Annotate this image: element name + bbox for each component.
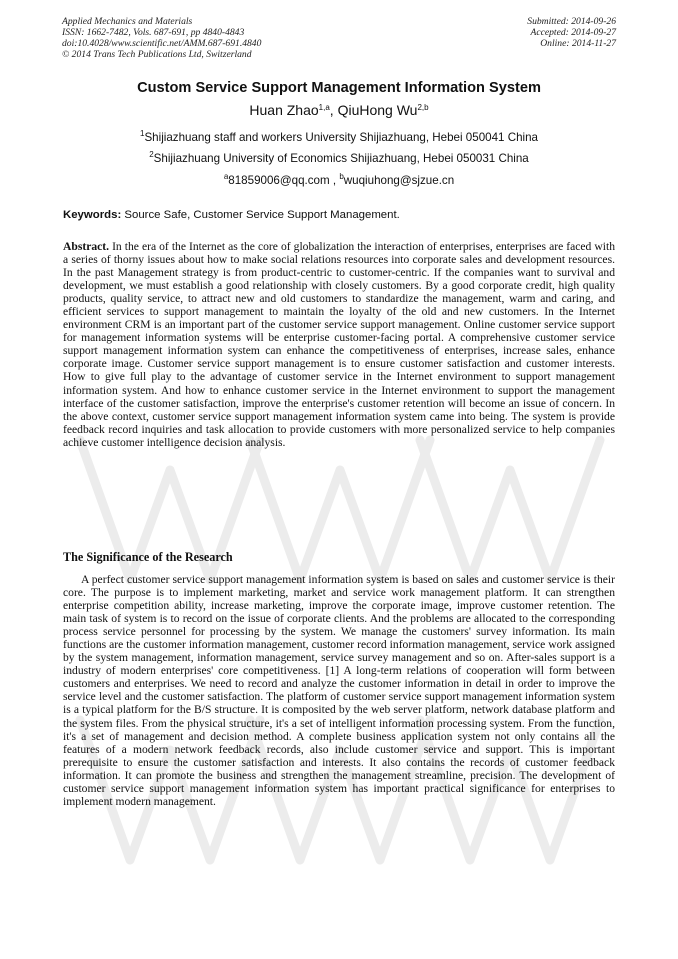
author-line (0, 102, 678, 118)
online-date: Online: 2014-11-27 (540, 38, 616, 49)
email-marker: a (223, 172, 229, 181)
email-address[interactable]: 81859006@qq.com , (228, 174, 340, 187)
abstract-paragraph (63, 240, 615, 449)
copyright-line: © 2014 Trans Tech Publications Ltd, Switzerland (62, 49, 252, 60)
doi-link[interactable]: doi:10.4028/www.scientific.net/AMM.687-691.4840 (62, 38, 262, 49)
author-name: QiuHong Wu (337, 102, 418, 118)
accepted-date: Accepted: 2014-09-27 (530, 27, 616, 38)
keywords-label: Keywords: (63, 209, 122, 221)
email-marker: b (339, 172, 344, 181)
author-superscript: 1,a (318, 103, 330, 112)
keywords-text: Source Safe, Customer Service Support Management. (121, 209, 400, 221)
abstract-label: Abstract. (63, 240, 110, 253)
keywords (63, 209, 618, 221)
affiliation-marker: 2 (149, 150, 154, 159)
author-name: Huan Zhao (249, 102, 319, 118)
paper-title: Custom Service Support Management Information System (137, 80, 541, 96)
author-separator: , (329, 102, 338, 118)
journal-name: Applied Mechanics and Materials (62, 16, 193, 27)
email-address[interactable]: wuqiuhong@sjzue.cn (343, 174, 455, 187)
journal-header-right (527, 16, 616, 49)
journal-header-left (62, 16, 261, 60)
email-line (0, 174, 678, 187)
affiliation-1 (0, 131, 678, 144)
body-paragraph: A perfect customer service support management information system is based on sales and customer service is their core. The purpose is to implement marketing, market and service work management platform. It can strengthen enterprise competition ability, increase marketing, improve the corporate image, improve customer retention. The main task of system is to record on the issue of corporate clients. And the problems are allocated to the corresponding process service personnel for processing by the system. We manage the customers' survey information. Its main functions are the customer information management, customer record information management, service work assigned by the system management, information management, service survey management and so on. After-sales support is a industry of modern enterprises' core competitiveness. [1] A long-term relations of cooperation will form between customers and enterprises. We need to record and analyze the customer information in detail in order to improve the service level and the customer satisfaction. The platform of customer service support management information system is a typical platform for the B/S structure. It is composited by the web server platform, network database platform and the system files. From the physical structure, it's a set of intelligent information processing system. From the function, it's a set of management and decision method. A complete business application system not only contains all the features of a modern network feedback records, also include customer service and support. This is important prerequisite to ensure the customer satisfaction and interests. It also contains the records of customer feedback information. It can promote the business and strengthen the management streamline, precision. The development of customer service support management information system has important practical significance for enterprises to implement modern management. (63, 573, 615, 808)
author-superscript: 2,b (417, 103, 429, 112)
issn-line: ISSN: 1662-7482, Vols. 687-691, pp 4840-4843 (62, 27, 245, 38)
submitted-date: Submitted: 2014-09-26 (527, 16, 616, 27)
affiliation-text: Shijiazhuang staff and workers University Shijiazhuang, Hebei 050041 China (144, 131, 539, 144)
affiliation-text: Shijiazhuang University of Economics Shijiazhuang, Hebei 050031 China (153, 152, 529, 165)
affiliation-2 (0, 152, 678, 165)
section-heading: The Significance of the Research (63, 550, 233, 564)
abstract-text: In the era of the Internet as the core of globalization the interaction of enterprises, enterprises are faced with a series of thorny issues about how to make social relations resources into corporate sales and development resources. In the past Management strategy is from product-centric to customer-centric. If the companies want to survival and development, we must establish a good relationship with closely customers. By a good corporate credit, high quality products, quality service, to attract new and old customers to standardize the management, warm and caring, and efficient services to support management to maintain the loyalty of the old and new customers. In the Internet environment CRM is an important part of the customer service support management. Online customer service support for management information systems will be enterprise customer-facing portal. A comprehensive customer service support management information system can enhance the competitiveness of enterprises, increase sales, enhance corporate image. Customer service support management is to ensure customer satisfaction and customer interests. How to give full play to the advantage of customer service in the Internet environment to support management information system. And how to enhance customer service in the Internet environment to support the management interface of the customer satisfaction, improve the enterprise's customer retention will become an issue of concern. In the above context, customer service support management information system came into being. The system is provide feedback record inquiries and task allocation to provide customers with more personalized service to help companies achieve customer intelligence decision analysis. (63, 240, 615, 449)
affiliation-marker: 1 (139, 129, 145, 138)
